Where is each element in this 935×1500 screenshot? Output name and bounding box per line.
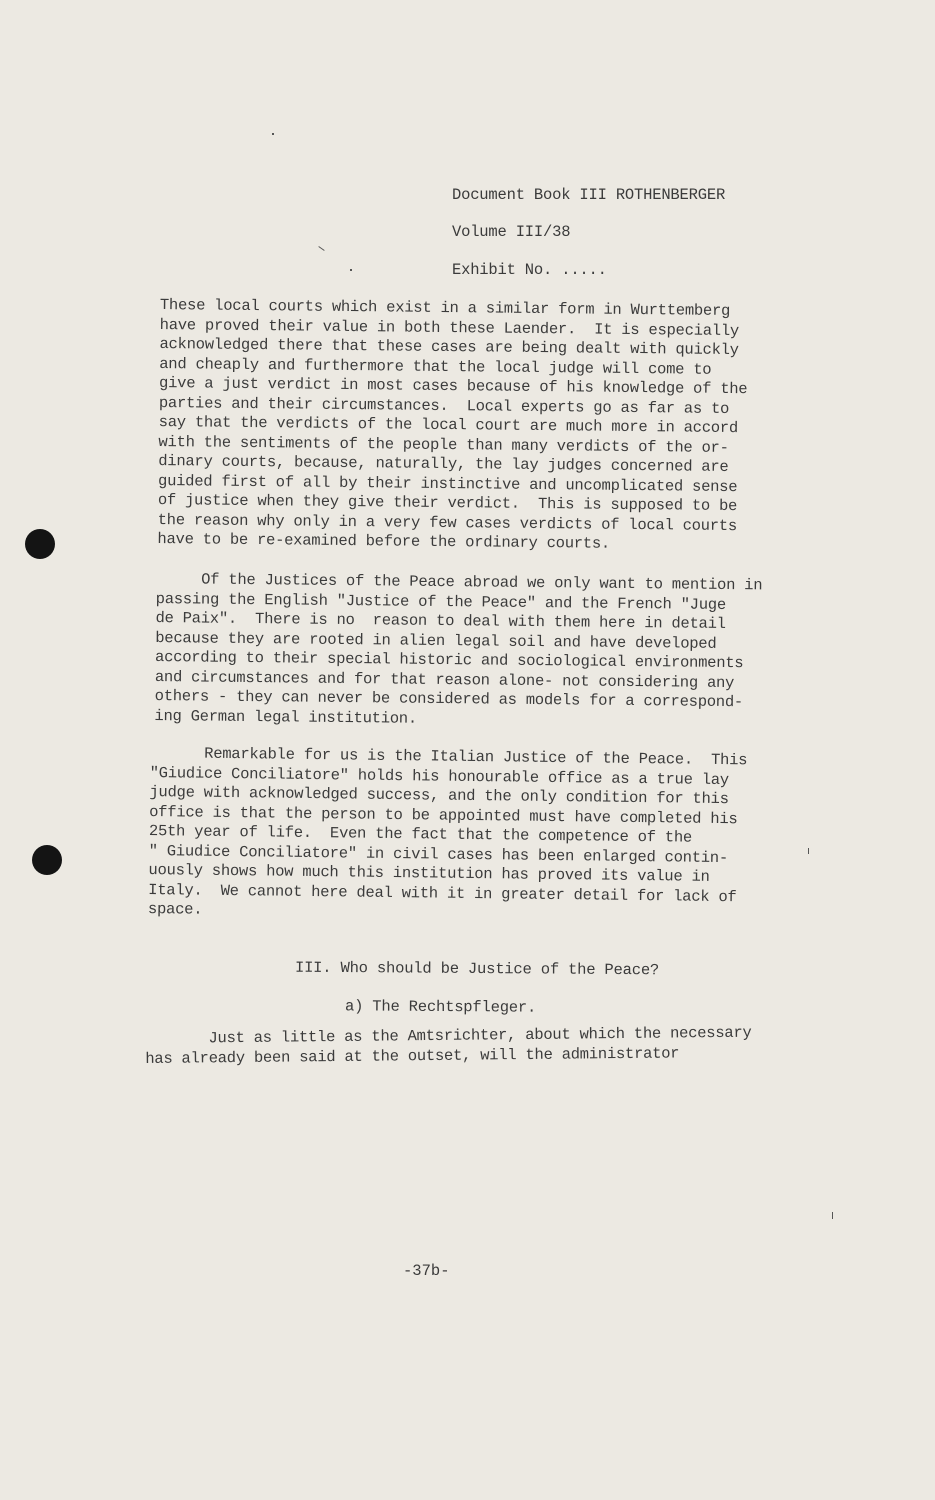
paper-speck: [808, 848, 809, 854]
paragraph-justices-abroad: Of the Justices of the Peace abroad we only want to mention in passing the English "Justice of the Peace" and the French "Juge de Paix". There is no reason to deal with them here in detail because they are rooted in alien legal soil and have developed according to their special historic and sociological environments and circumstances and for that reason alone- not considering any others - they can never be considered as models for a correspond- ing German legal institution.: [154, 570, 763, 728]
punch-hole: [32, 845, 62, 875]
document-book-line: Document Book III ROTHENBERGER: [452, 186, 726, 204]
punch-hole: [25, 529, 55, 559]
page-number: -37b-: [403, 1262, 450, 1280]
paragraph-amtsrichter: Just as little as the Amtsrichter, about which the necessary has already been said at the outset, will the administrator: [145, 1023, 752, 1068]
exhibit-line: Exhibit No. .....: [452, 261, 607, 279]
paragraph-italian-justice: Remarkable for us is the Italian Justice of the Peace. This "Giudice Conciliatore" holds his honourable office as a true lay judge with acknowledged success, and the only condition for this office is that the person to be appointed must have completed his 25th year of life. Even the fact that the competence of the " Giudice Conciliatore" in civil cases has been enlarged contin- uously shows how much this institution has proved its value in Italy. We cannot here deal with it in greater detail for lack of space.: [147, 744, 748, 919]
paper-speck: [350, 269, 352, 271]
paper-speck: [318, 246, 324, 251]
paragraph-local-courts: These local courts which exist in a similar form in Wurttemberg have proved their value in both these Laender. It is especially acknowledged there that these cases are being dealt with quickly and cheaply and furthermore that the local judge will come to give a just verdict in most cases because of his knowledge of the parties and their circumstances. Local experts go as far as to say that the verdicts of the local court are much more in accord with the sentiments of the people than many verdicts of the or- dinary courts, because, naturally, the lay judges concerned are guided first of all by their instinctive and uncomplicated sense of justice when they give their verdict. This is supposed to be the reason why only in a very few cases verdicts of local courts have to be re-examined before the ordinary courts.: [157, 296, 748, 553]
paper-speck: [832, 1212, 833, 1219]
paper-speck: [272, 133, 274, 135]
section-heading: III. Who should be Justice of the Peace?: [294, 958, 660, 980]
volume-line: Volume III/38: [452, 223, 571, 241]
subsection-heading: a) The Rechtspfleger.: [344, 997, 537, 1017]
